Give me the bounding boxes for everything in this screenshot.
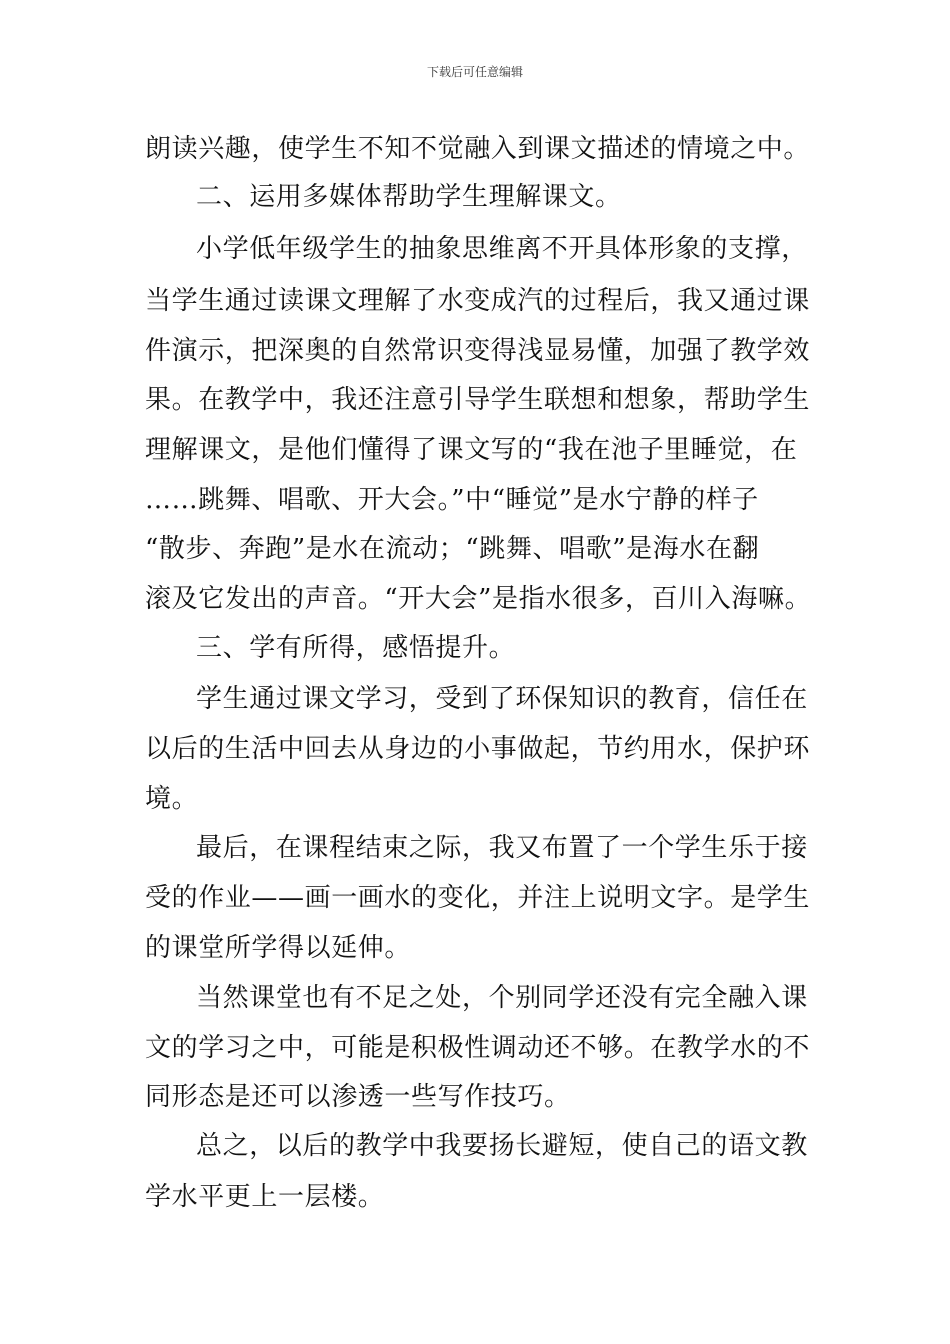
section-heading: 二、运用多媒体帮助学生理解课文。 <box>196 182 622 212</box>
body-line: 同形态是还可以渗透一些写作技巧。 <box>145 1082 571 1112</box>
body-line: 理解课文，是他们懂得了课文写的“我在池子里睡觉，在 <box>145 435 798 465</box>
body-line: ……跳舞、唱歌、开大会。”中“睡觉”是水宁静的样子 <box>145 485 759 515</box>
body-line: 朗读兴趣，使学生不知不觉融入到课文描述的情境之中。 <box>145 134 811 164</box>
body-line: 的课堂所学得以延伸。 <box>145 933 412 963</box>
body-line: 当然课堂也有不足之处，个别同学还没有完全融入课 <box>196 983 808 1013</box>
section-heading: 三、学有所得，感悟提升。 <box>196 633 516 663</box>
body-line: 当学生通过读课文理解了水变成汽的过程后，我又通过课 <box>145 286 811 316</box>
body-line: 最后，在课程结束之际，我又布置了一个学生乐于接 <box>196 833 808 863</box>
body-line: 学生通过课文学习，受到了环保知识的教育，信任在 <box>196 684 808 714</box>
body-line: 总之，以后的教学中我要扬长避短，使自己的语文教 <box>196 1131 808 1161</box>
body-line: 受的作业——画一画水的变化，并注上说明文字。是学生 <box>145 883 811 913</box>
body-line: 文的学习之中，可能是积极性调动还不够。在教学水的不 <box>145 1033 811 1063</box>
body-line: 滚及它发出的声音。“开大会”是指水很多，百川入海嘛。 <box>145 584 812 614</box>
body-line: 果。在教学中，我还注意引导学生联想和想象，帮助学生 <box>145 385 811 415</box>
body-line: 境。 <box>145 784 199 814</box>
body-line: “散步、奔跑”是水在流动；“跳舞、唱歌”是海水在翻 <box>145 534 760 564</box>
body-line: 以后的生活中回去从身边的小事做起，节约用水，保护环 <box>145 734 811 764</box>
page-header: 下载后可任意编辑 <box>426 65 523 79</box>
body-line: 件演示，把深奥的自然常识变得浅显易懂，加强了教学效 <box>145 336 811 366</box>
body-line: 学水平更上一层楼。 <box>145 1182 385 1212</box>
body-line: 小学低年级学生的抽象思维离不开具体形象的支撑， <box>196 234 808 264</box>
